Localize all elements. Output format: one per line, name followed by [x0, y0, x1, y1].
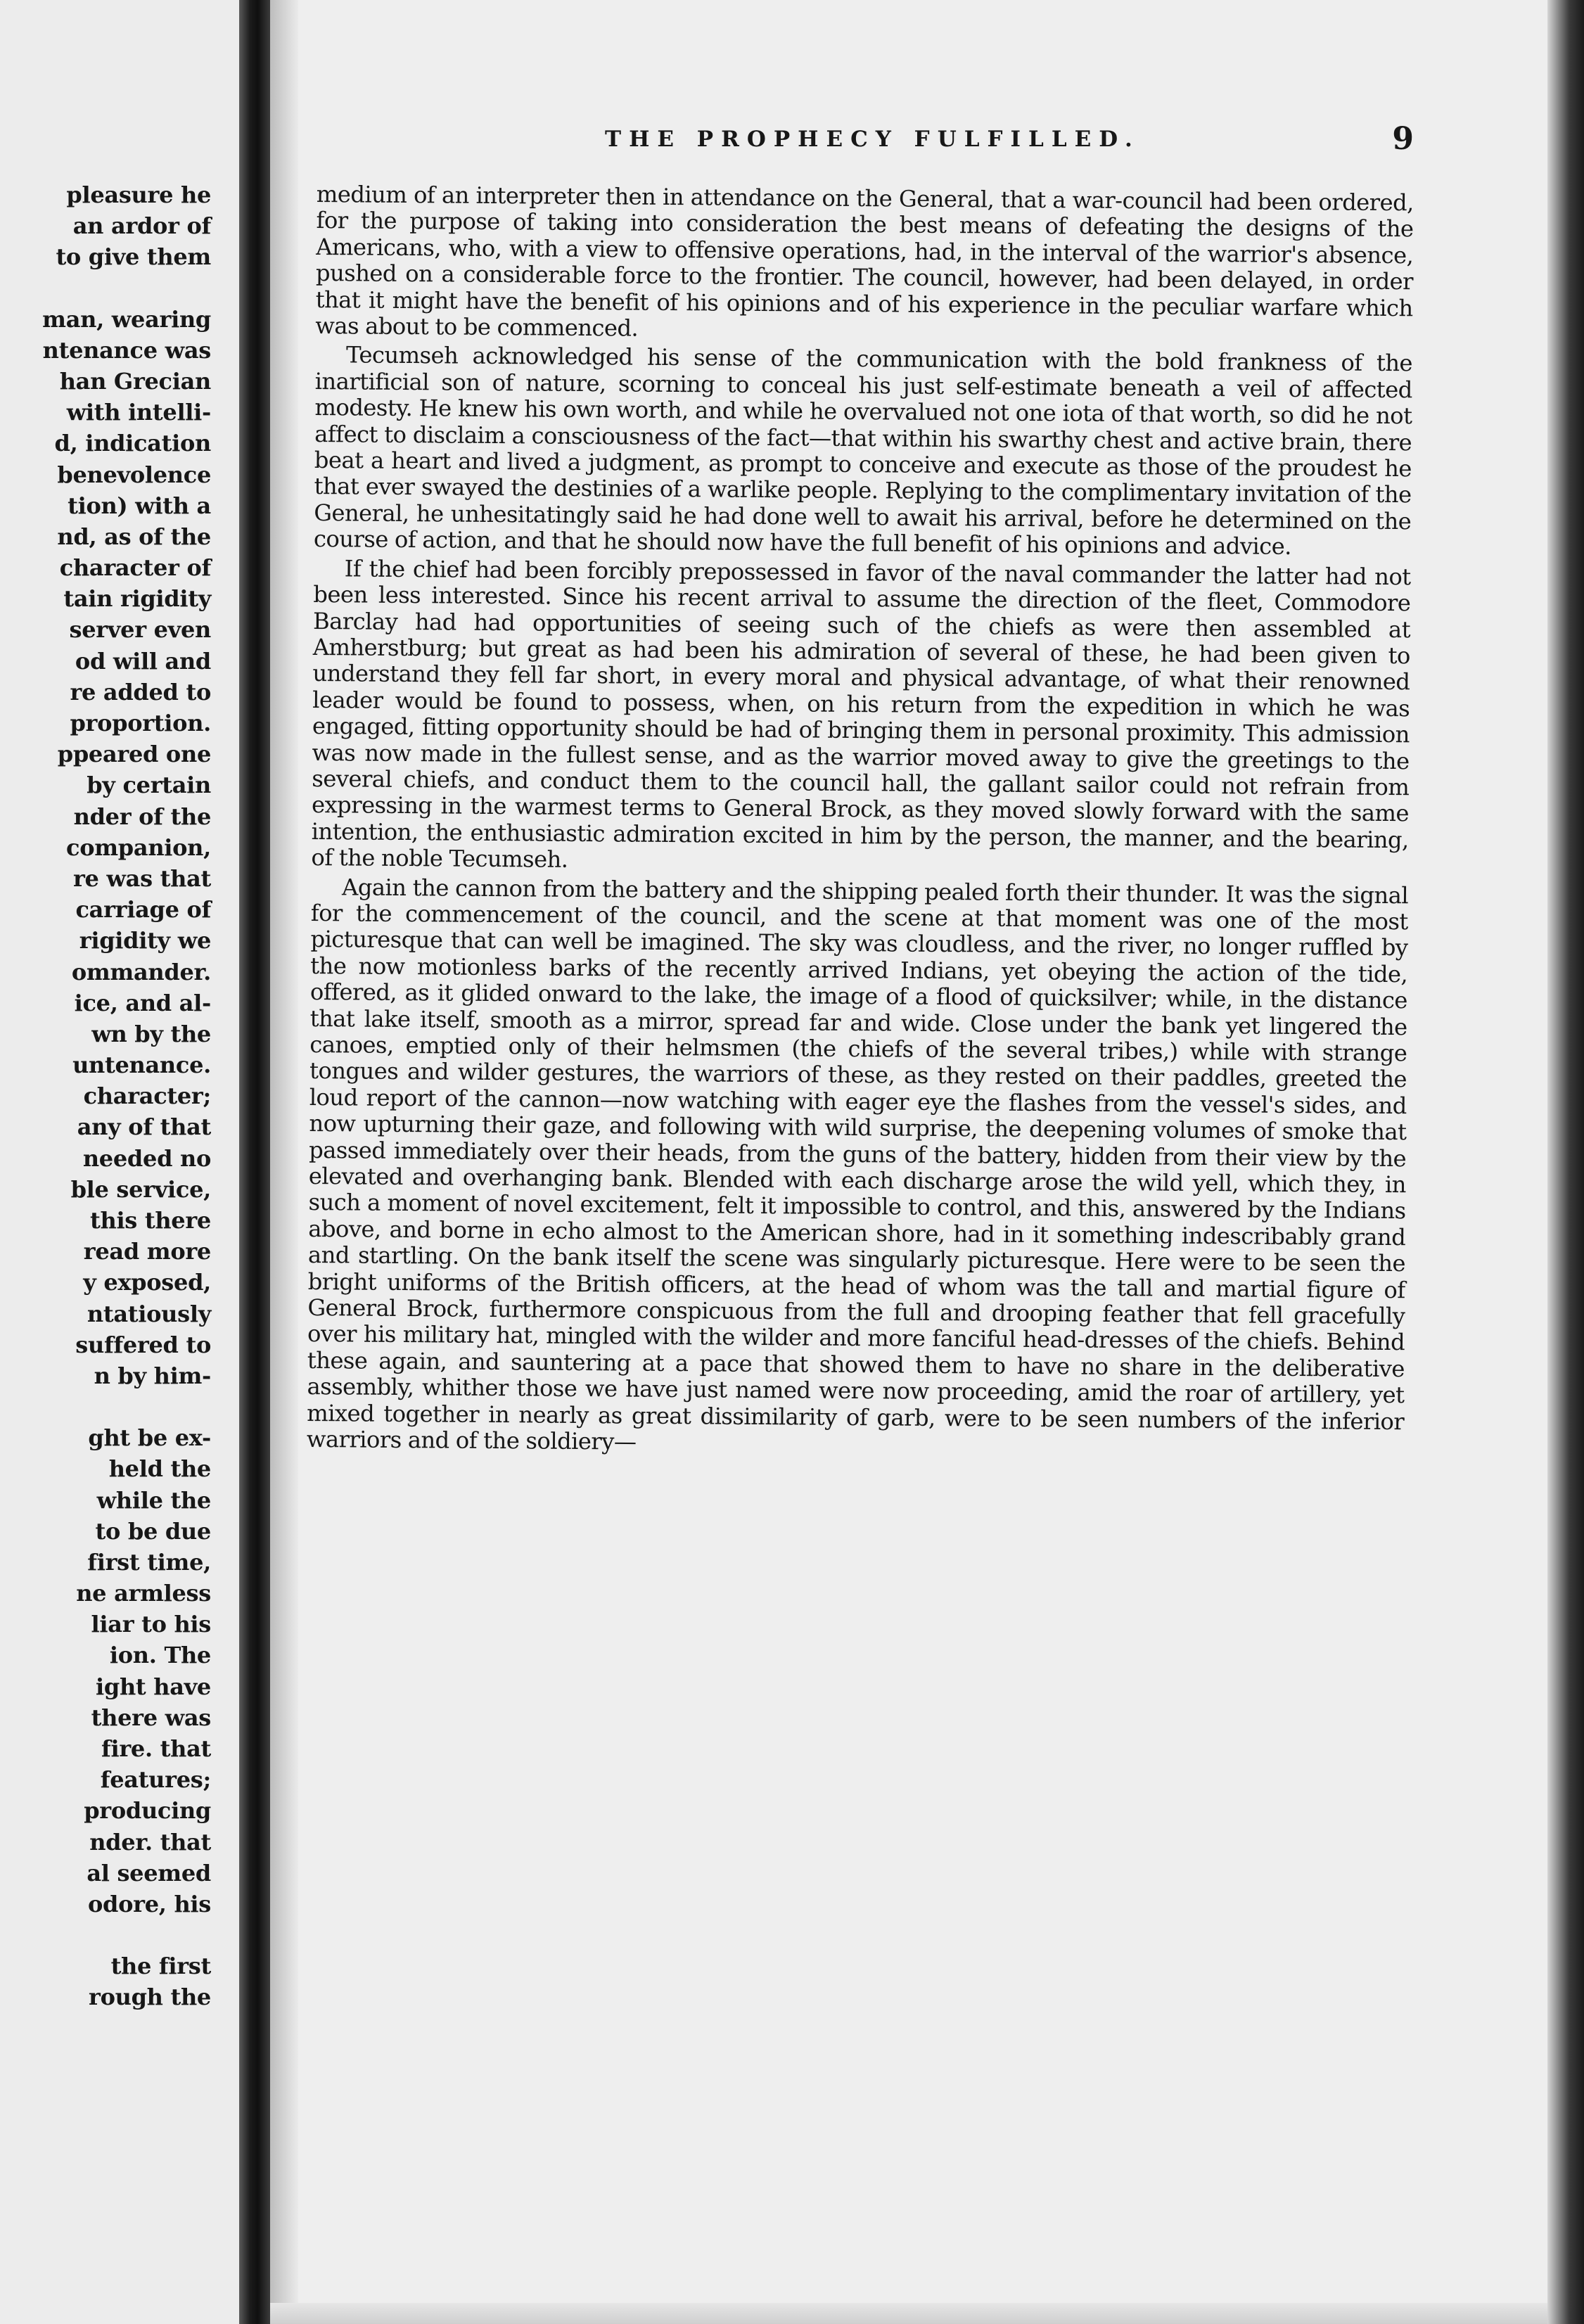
paragraph: Tecumseh acknowledged his sense of the communication with the bold frankness of the inartificial son of nature, scorning to conceal his just self-estimate beneath a veil of affected modesty. He knew his own worth, and while he overvalued not one iota of that worth, so did he not affect to disclaim a consciousness of the fact—that within his swarthy chest and active brain, there beat a heart and lived a judgment, as prompt to conceive and execute as those of the proudest he that ever swayed the destinies of a warlike people. Replying to the complimentary invitation of the General, he unhesitatingly said he had done well to await his arrival, before he determined on the course of action, and that he should now have the full benefit of his opinions and advice. [313, 341, 1413, 561]
facing-page-line: ntatiously [87, 1300, 211, 1327]
page-number: 9 [1392, 121, 1414, 157]
facing-page-line: han Grecian [59, 367, 211, 395]
body-text [307, 181, 1414, 1462]
facing-page-line: character of [59, 554, 211, 582]
facing-page-line: nder of the [73, 803, 211, 830]
facing-page-line: re added to [70, 678, 211, 706]
facing-page-line: benevolence [57, 461, 211, 488]
facing-page-line: needed no [82, 1144, 211, 1172]
main-page [306, 121, 1421, 1455]
facing-page-line: this there [90, 1207, 211, 1234]
facing-page-gap [0, 1920, 211, 1950]
facing-page-line: ntenance was [42, 336, 211, 364]
facing-page-line: an ardor of [72, 212, 211, 240]
facing-page-line: first time, [87, 1548, 211, 1576]
facing-page-line: character; [83, 1083, 211, 1110]
running-head [309, 121, 1421, 172]
paragraph: If the chief had been forcibly prepossessed in favor of the naval commander the latter had not been less interested. Since his recent arrival to assume the direction of the fleet, Commodore Barclay had had opportunities of seeing such of the chiefs as were then assembled at Amherstburg; but great as had been his admiration of several of these, he had been given to understand they fell far short, in every moral and physical advantage, of what their renowned leader would be found to possess, when, on his return from the expedition in which he was engaged, fitting opportunity should be had of bringing them in personal proximity. This admission was now made in the fullest sense, and as the warrior moved away to give the greetings to the several chiefs, and conduct them to the council hall, the gallant sailor could not refrain from expressing in the warmest terms to General Brock, as they moved slowly forward with the same intention, the enthusiastic admiration excited in him by the person, the manner, and the bearing, of the noble Tecumseh. [311, 555, 1411, 873]
facing-page-line: liar to his [91, 1611, 211, 1638]
facing-page-line: features; [100, 1766, 211, 1794]
facing-page-line: carriage of [75, 896, 211, 924]
facing-page-line: od will and [75, 647, 211, 675]
facing-page-line: suffered to [75, 1331, 211, 1358]
running-head-title: THE PROPHECY FULFILLED. [605, 127, 1140, 152]
facing-page-line: odore, his [87, 1890, 211, 1917]
facing-page-line: ion. The [109, 1642, 211, 1669]
facing-page-line: rough the [89, 1984, 211, 2011]
facing-page-line: tion) with a [68, 492, 211, 519]
facing-page-line: fire. that [101, 1735, 211, 1762]
facing-page-line: al seemed [87, 1859, 211, 1886]
facing-page-line: companion, [66, 834, 211, 861]
facing-page-line: while the [96, 1486, 211, 1514]
facing-page-line: ommander. [71, 958, 211, 985]
facing-page-line: server even [69, 616, 211, 644]
paragraph: Again the cannon from the battery and the shipping pealed forth their thunder. It was the signal for the commencement of the council, and the scene at that moment was one of the most picturesque that can well be imagined. The sky was cloudless, and the river, no longer ruffled by the now motionless barks of the recently arrived Indians, yet obeying the action of the tide, offered, as it glided onward to the lake, the image of a flood of quicksilver; while, in the distance that lake itself, smooth as a mirror, spread far and wide. Close under the bank yet lingered the canoes, emptied only of their helmsmen (the chiefs of the several tribes,) while with strange tongues and wilder gestures, the warriors of these, as they rested on their paddles, greeted the loud report of the cannon—now watching with eager eye the flashes from the vessel's sides, and now upturning their gaze, and following with wild surprise, the deepening volumes of smoke that passed immediately over their heads, from the guns of the battery, hidden from their view by the elevated and overhanging bank. Blended with each discharge arose the wild yell, which they, in such a moment of novel excitement, felt it impossible to control, and this, answered by the Indians above, and borne in echo almost to the American shore, had in it something indescribably grand and startling. On the bank itself the scene was singularly picturesque. Here were to be seen the bright uniforms of the British officers, at the head of whom was the tall and martial figure of General Brock, furthermore conspicuous from the full and drooping feather that fell gracefully over his military hat, mingled with the wilder and more fanciful head-dresses of the chiefs. Behind these again, and sauntering at a pace that showed them to have no share in the deliberative assembly, whither those we have just named were now proceeding, amid the roar of artillery, yet mixed together in nearly as great dissimilarity of garb, were to be seen numbers of the inferior warriors and of the soldiery— [306, 873, 1409, 1455]
page-edge-shadow [1547, 0, 1584, 2324]
facing-page-line: the first [110, 1953, 211, 1980]
facing-page-line: ble service, [70, 1175, 211, 1203]
facing-page-line: proportion. [70, 710, 211, 736]
facing-page-line: to give them [56, 243, 211, 271]
facing-page-line: n by him- [94, 1362, 211, 1389]
page-bottom-edge [270, 2303, 1547, 2324]
facing-page-line: tain rigidity [63, 585, 211, 613]
facing-page-line: there was [91, 1704, 211, 1731]
facing-page-line: any of that [77, 1113, 211, 1141]
facing-page-line: read more [83, 1238, 211, 1265]
facing-page-line: re was that [72, 864, 211, 892]
facing-page-line: rigidity we [79, 927, 211, 954]
facing-page-line: man, wearing [42, 305, 211, 333]
facing-page-line: ppeared one [57, 741, 211, 768]
facing-page-line: ne armless [76, 1580, 211, 1607]
facing-page-line: ght be ex- [88, 1424, 211, 1452]
book-binding-gutter [239, 0, 270, 2324]
facing-page-line: ight have [96, 1673, 211, 1700]
facing-page-gap [0, 1391, 211, 1422]
facing-page-line: ice, and al- [74, 989, 211, 1016]
facing-page-text [0, 179, 211, 2013]
facing-page-line: by certain [87, 772, 211, 799]
facing-page-line: to be due [95, 1517, 211, 1545]
facing-page-line: wn by the [91, 1020, 211, 1047]
facing-page-line: pleasure he [66, 181, 211, 208]
facing-page-line: y exposed, [83, 1269, 211, 1296]
facing-page-line: with intelli- [66, 399, 211, 426]
facing-page-line: held the [108, 1455, 211, 1483]
paragraph: medium of an interpreter then in attendance on the General, that a war-council had been ordered, for the purpose of taking into consideration the best means of defeating the designs of the Americans, who, with a view to offensive operations, had, in the interval of the warrior's absence, pushed on a considerable force to the frontier. The council, however, had been delayed, in order that it might have the benefit of his opinions and of his experience in the peculiar warfare which was about to be commenced. [315, 181, 1414, 342]
facing-page-line: nder. that [89, 1828, 211, 1856]
facing-page-fragment [0, 0, 239, 2324]
facing-page-line: d, indication [54, 430, 211, 457]
facing-page-line: untenance. [72, 1052, 211, 1079]
facing-page-gap [0, 273, 211, 304]
facing-page-line: nd, as of the [57, 523, 211, 550]
facing-page-line: producing [84, 1797, 211, 1825]
gutter-shadow [270, 0, 298, 2324]
